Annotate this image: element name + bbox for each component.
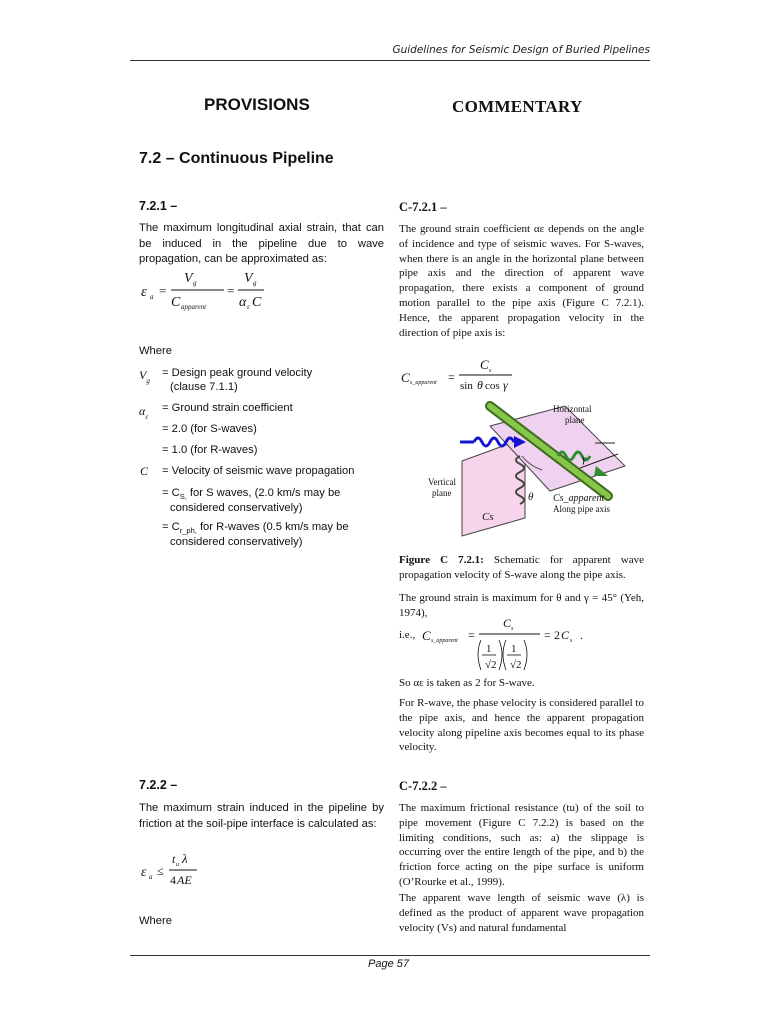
svg-text:=: = <box>544 628 551 642</box>
svg-text:s_apparent: s_apparent <box>431 638 458 644</box>
svg-text:C: C <box>561 628 570 642</box>
svg-text:≤: ≤ <box>157 864 164 878</box>
svg-text:√2: √2 <box>510 659 522 671</box>
symbol-c: C <box>140 464 149 478</box>
svg-text:C: C <box>401 370 410 385</box>
text-c-7-2-1: The ground strain coefficient αε depends on the angle of incidence and type of seismic waves. For S-waves, when there is an angle in the horizontal plane between pipe axis and the direction of apparent wave propagation, there exists a component of ground motion parallel to the pipe axis (Figure C 7.2.1). Hence, the apparent propagation velocity in the direction of pipe axis is: <box>399 223 644 339</box>
text-alpha-s-wave: So αε is taken as 2 for S-wave. <box>399 677 535 689</box>
label-theta: θ <box>528 491 534 503</box>
text-c-7-2-2-p2: The apparent wave length of seismic wave (λ) is defined as the product of apparent wave propagation velocity (Vs) and natural fundamental <box>399 892 644 934</box>
svg-text:=: = <box>227 283 235 298</box>
svg-text:cos: cos <box>485 380 500 392</box>
def-vg-clause: (clause 7.1.1) <box>170 381 238 393</box>
svg-text:V: V <box>184 271 193 286</box>
svg-text:g: g <box>193 279 197 287</box>
maximum-strain-equation <box>420 614 610 674</box>
svg-text:√2: √2 <box>485 659 497 671</box>
where-label-1: Where <box>139 345 172 357</box>
def-cr-note: considered conservatively) <box>170 536 303 548</box>
page-number: Page 57 <box>368 958 409 970</box>
where-label-2: Where <box>139 915 172 927</box>
section-title: 7.2 – Continuous Pipeline <box>139 150 334 167</box>
heading-7-2-2: 7.2.2 – <box>139 778 178 792</box>
figure-c-7-2-1 <box>420 396 640 548</box>
ie-label: i.e., <box>399 629 416 641</box>
label-gamma: γ <box>582 453 587 465</box>
svg-text:ε: ε <box>141 865 147 880</box>
svg-text:θ: θ <box>477 378 483 392</box>
heading-c-7-2-1: C-7.2.1 – <box>399 200 447 214</box>
def-cs: = $C_{S,}$ for S waves, (2.0 km/s may be <box>162 487 341 502</box>
def-vg: = Design peak ground velocity <box>162 367 313 379</box>
svg-text:u: u <box>176 862 179 868</box>
label-plane-1: plane <box>565 415 585 425</box>
svg-text:λ: λ <box>182 851 188 866</box>
svg-text:C: C <box>171 295 181 310</box>
friction-strain-equation <box>139 850 229 890</box>
def-cr: = $C_{r\_ph,}$ for R-waves (0.5 km/s may be <box>162 521 349 536</box>
symbol-vg: $V_g$ <box>139 368 150 386</box>
label-cs: Cs <box>482 511 494 523</box>
svg-text:C: C <box>480 357 489 372</box>
svg-text:a: a <box>150 293 154 301</box>
def-alpha-s: = 2.0 (for S-waves) <box>162 423 257 435</box>
svg-text:2: 2 <box>554 628 560 642</box>
apparent-velocity-equation <box>399 356 529 396</box>
svg-text:.: . <box>580 628 583 642</box>
commentary-title: COMMENTARY <box>452 97 583 116</box>
svg-text:γ: γ <box>503 378 508 392</box>
label-along-pipe-axis: Along pipe axis <box>553 504 610 514</box>
svg-text:ε: ε <box>141 284 147 300</box>
svg-text:a: a <box>149 873 153 881</box>
svg-text:1: 1 <box>486 643 492 655</box>
provisions-title: PROVISIONS <box>204 95 310 114</box>
svg-text:sin: sin <box>460 380 473 392</box>
heading-c-7-2-2: C-7.2.2 – <box>399 779 447 793</box>
svg-text:=: = <box>448 370 455 384</box>
label-plane-2: plane <box>432 488 452 498</box>
text-c-7-2-2-p1: The maximum frictional resistance (tu) of the soil to pipe movement (Figure C 7.2.2) is based on the limiting conditions, such as: a) the slippage is occurring over the entire length of the pipe, and b) the friction force acting on the pipe surface is uniform (O’Rourke et al., 1999). <box>399 802 644 888</box>
svg-text:C: C <box>252 295 262 310</box>
svg-text:C: C <box>503 616 512 630</box>
text-ground-strain-max: The ground strain is maximum for θ and γ = 45° (Yeh, 1974), <box>399 592 644 619</box>
header-rule <box>130 60 650 61</box>
footer-rule <box>130 955 650 956</box>
svg-text:ε: ε <box>247 303 250 311</box>
text-7-2-2: The maximum strain induced in the pipeline by friction at the soil-pipe interface is calculated as: <box>139 802 384 830</box>
def-cs-note: considered conservatively) <box>170 502 303 514</box>
svg-text:s: s <box>511 626 514 632</box>
svg-text:=: = <box>159 283 167 298</box>
svg-text:apparent: apparent <box>181 303 207 311</box>
svg-text:s: s <box>489 368 492 374</box>
svg-text:C: C <box>422 628 431 643</box>
def-alpha: = Ground strain coefficient <box>162 402 293 414</box>
def-c: = Velocity of seismic wave propagation <box>162 465 355 477</box>
figure-caption: Figure C 7.2.1: Schematic for apparent wave propagation velocity of S-wave along the pipe axis. <box>399 554 644 581</box>
svg-text:V: V <box>244 271 253 286</box>
svg-text:1: 1 <box>511 643 517 655</box>
svg-text:4: 4 <box>170 873 176 887</box>
running-header: Guidelines for Seismic Design of Buried Pipelines <box>392 44 650 56</box>
svg-text:=: = <box>468 628 475 642</box>
symbol-alpha: $\alpha_\varepsilon$ <box>139 404 149 422</box>
label-vertical: Vertical <box>428 477 456 487</box>
text-7-2-1: The maximum longitudinal axial strain, that can be induced in the pipeline due to wave propagation, can be approximated as: <box>139 222 384 266</box>
label-horizontal: Horizontal <box>553 404 592 414</box>
label-cs-apparent: Cs_apparent <box>553 493 605 504</box>
def-alpha-r: = 1.0 (for R-waves) <box>162 444 258 456</box>
svg-text:s: s <box>570 638 573 644</box>
svg-text:s_apparent: s_apparent <box>410 380 437 386</box>
svg-text:α: α <box>239 295 247 310</box>
text-r-wave: For R-wave, the phase velocity is considered parallel to the pipe axis, and hence the apparent propagation velocity along pipeline axis becomes equal to its phase velocity. <box>399 697 644 754</box>
heading-7-2-1: 7.2.1 – <box>139 199 178 213</box>
svg-text:AE: AE <box>177 873 192 887</box>
svg-text:g: g <box>253 279 257 287</box>
axial-strain-equation <box>139 264 269 314</box>
svg-text:t: t <box>172 852 176 866</box>
